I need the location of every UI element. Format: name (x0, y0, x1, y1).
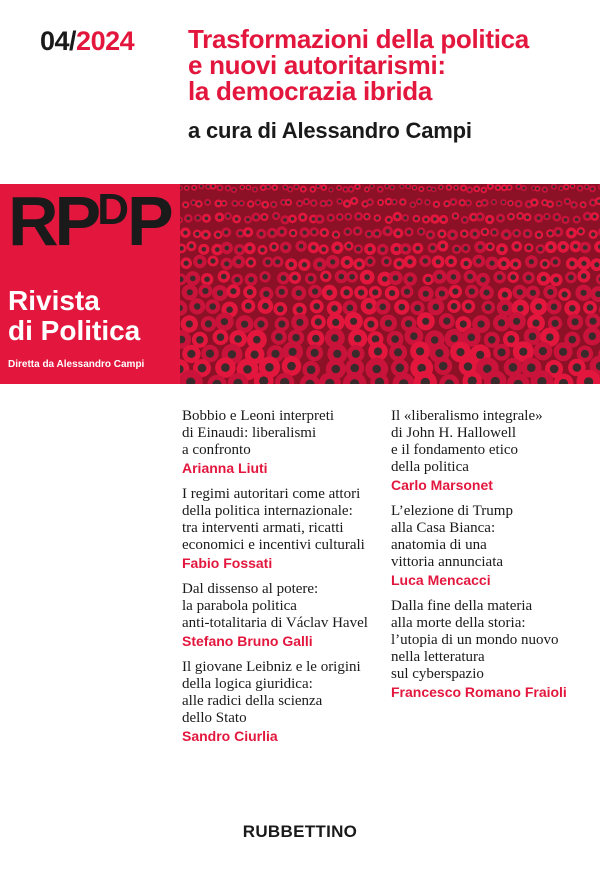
issue-number-text: 04/ (40, 26, 77, 56)
article-title-line: Dalla fine della materia (391, 598, 533, 614)
toc-left-column (182, 408, 387, 754)
article-title-line: della politica (391, 459, 469, 475)
article-title-line: L’elezione di Trump (391, 503, 513, 519)
article-title-line: anatomia di una (391, 537, 487, 553)
article-author: Arianna Liuti (182, 460, 268, 476)
issue-curator: a cura di Alessandro Campi (188, 118, 472, 143)
toc-entry (182, 408, 387, 477)
article-title-line: alle radici della scienza (182, 693, 323, 709)
article-title-line: la parabola politica (182, 598, 297, 614)
article-author: Francesco Romano Fraioli (391, 684, 567, 700)
article-title-line: a confronto (182, 442, 251, 458)
masthead-band (0, 184, 600, 384)
toc-entry (182, 659, 387, 745)
sunflower-field-graphic (180, 184, 600, 384)
toc-entry (182, 581, 387, 650)
article-author: Sandro Ciurlia (182, 728, 278, 744)
article-title-line: dello Stato (182, 710, 247, 726)
article-title-line: nella letteratura (391, 649, 485, 665)
headline-line: Trasformazioni della politica (188, 24, 529, 54)
article-title-line: Dal dissenso al potere: (182, 581, 319, 597)
toc-entry (182, 486, 387, 572)
article-title-line: l’utopia di un mondo nuovo (391, 632, 559, 648)
magazine-title-line: di Politica (8, 315, 141, 346)
rdp-logo: RPDP (8, 182, 170, 260)
article-title-line: della politica internazionale: (182, 503, 353, 519)
article-title-line: anti-totalitaria di Václav Havel (182, 615, 368, 631)
toc-entry (391, 503, 596, 589)
masthead-panel (0, 184, 180, 384)
issue-number (40, 26, 134, 57)
publisher-logo: RUBBETTINO (242, 822, 358, 841)
article-title-line: economici e incentivi culturali (182, 537, 365, 553)
article-title-line: vittoria annunciata (391, 554, 504, 570)
article-title-line: Il giovane Leibniz e le origini (182, 659, 361, 675)
magazine-title-line: Rivista (8, 285, 100, 316)
toc-entry (391, 408, 596, 494)
article-title-line: di Einaudi: liberalismi (182, 425, 317, 441)
headline-line: e nuovi autoritarismi: (188, 50, 446, 80)
article-title-line: della logica giuridica: (182, 676, 313, 692)
headline-line: la democrazia ibrida (188, 76, 432, 106)
article-title-line: Il «liberalismo integrale» (391, 408, 543, 424)
director-credit: Diretta da Alessandro Campi (8, 359, 145, 370)
article-author: Luca Mencacci (391, 572, 491, 588)
magazine-title (8, 286, 140, 346)
article-author: Stefano Bruno Galli (182, 633, 313, 649)
article-title-line: e il fondamento etico (391, 442, 519, 458)
article-title-line: sul cyberspazio (391, 666, 484, 682)
article-title-line: di John H. Hallowell (391, 425, 516, 441)
article-title-line: tra interventi armati, ricatti (182, 520, 344, 536)
issue-year: 2024 (76, 26, 135, 56)
toc-entry (391, 598, 596, 701)
toc-right-column (391, 408, 596, 710)
article-author: Fabio Fossati (182, 555, 273, 571)
article-author: Carlo Marsonet (391, 477, 493, 493)
article-title-line: Bobbio e Leoni interpreti (182, 408, 335, 424)
sunflower-field-image (180, 184, 600, 384)
article-title-line: alla morte della storia: (391, 615, 526, 631)
article-title-line: alla Casa Bianca: (391, 520, 496, 536)
article-title-line: I regimi autoritari come attori (182, 486, 361, 502)
issue-headline (188, 26, 588, 104)
